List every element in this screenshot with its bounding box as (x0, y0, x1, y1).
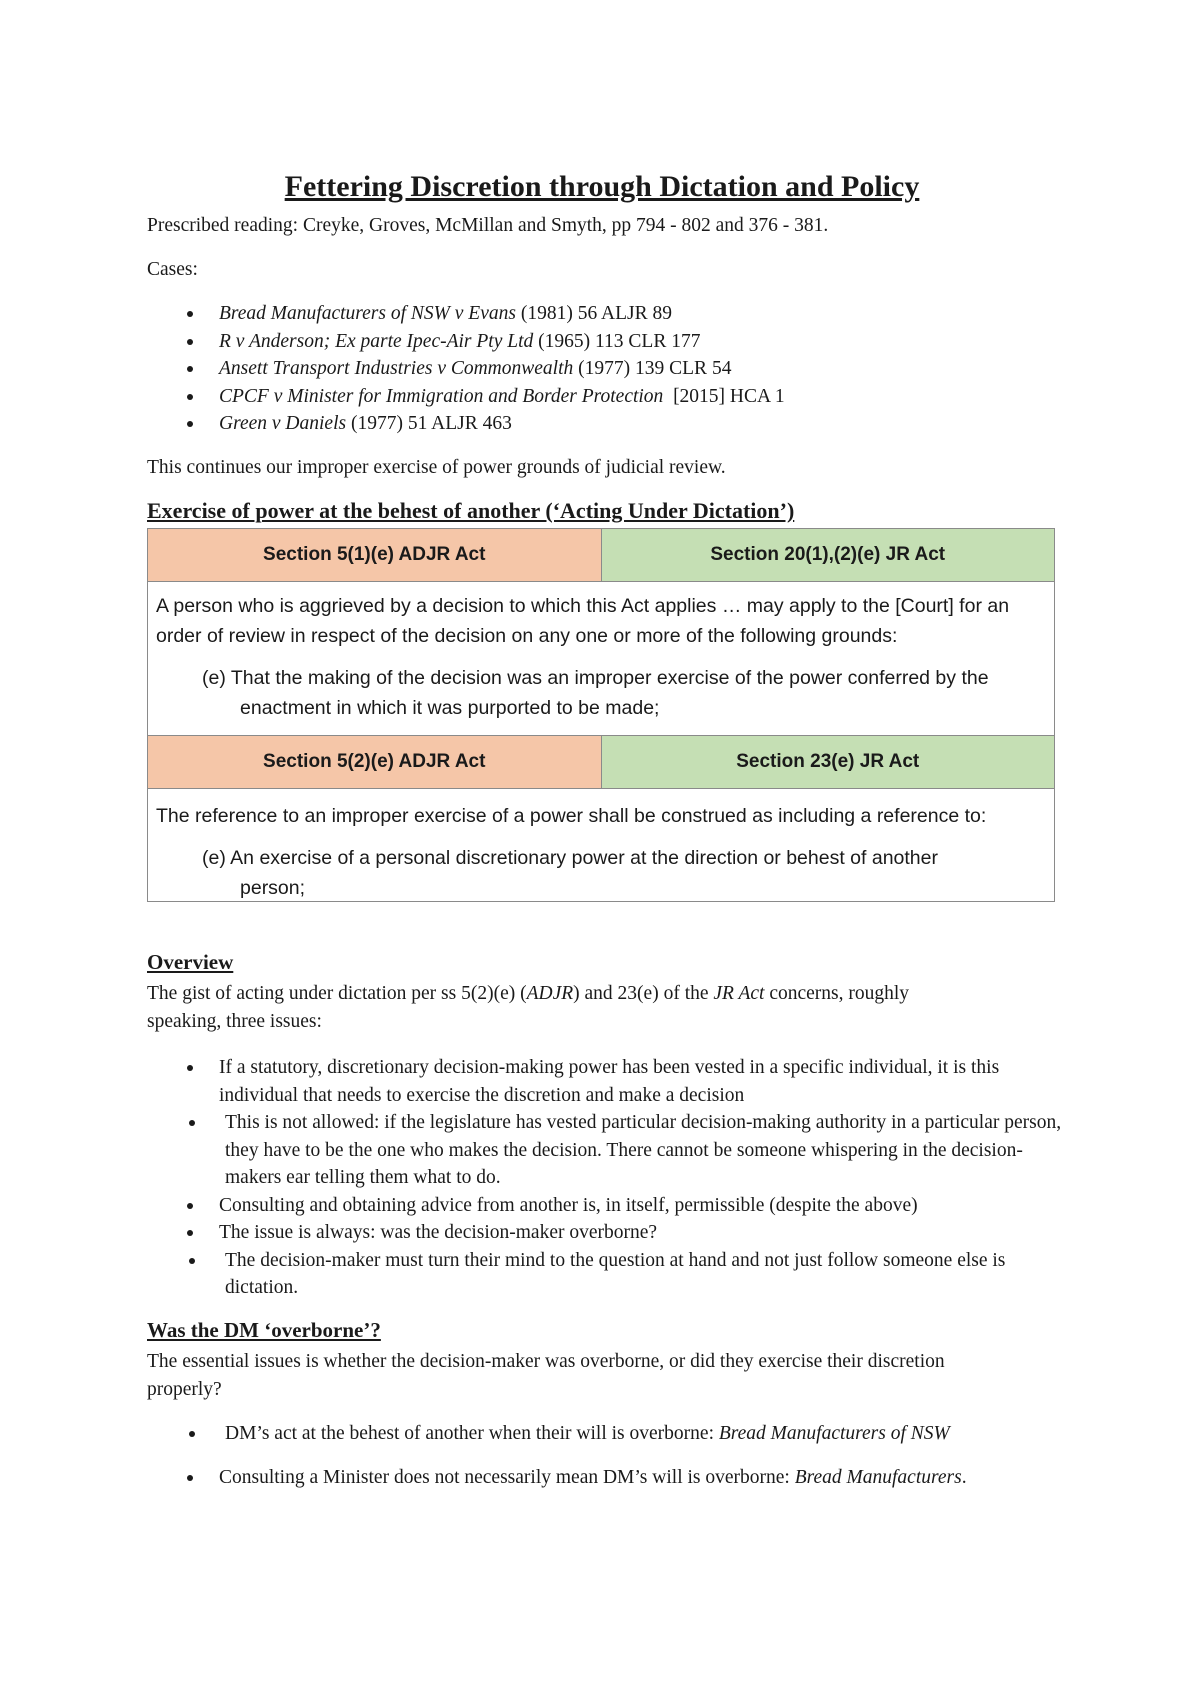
case-name: CPCF v Minister for Immigration and Border Protection (219, 385, 664, 407)
header-jr-20: Section 20(1),(2)(e) JR Act (602, 529, 1055, 581)
page-title: Fettering Discretion through Dictation and Policy (284, 170, 920, 203)
ground-e-line: enactment in which it was purported to be made; (240, 697, 660, 719)
grounds-line: order of review in respect of the decision on any one or more of the following grounds: (156, 625, 898, 647)
case-citation: (1977) 139 CLR 54 (573, 358, 732, 379)
improper-line: The reference to an improper exercise of a power shall be construed as including a reference to: (156, 805, 987, 827)
table-divider (148, 581, 1054, 582)
overview-bullet: Consulting and obtaining advice from another is, in itself, permissible (despite the above) (147, 1192, 1067, 1220)
case-citation: (1965) 113 CLR 177 (533, 330, 701, 352)
case-item (147, 410, 1067, 438)
table-body-grounds (156, 591, 1046, 723)
ground-e-line: (e) That the making of the decision was an improper exercise of the power conferred by the (202, 667, 989, 689)
overborne-bullet-text: DM’s act at the behest of another when their will is overborne: (225, 1423, 719, 1444)
table-header-row (148, 529, 1054, 581)
case-item (147, 383, 1067, 411)
overborne-heading: Was the DM ‘overborne’? (147, 1318, 381, 1342)
improper-e-line: (e) An exercise of a personal discretionary power at the direction or behest of another (202, 847, 938, 869)
overview-intro-text: concerns, roughly (764, 983, 910, 1004)
overview-intro (147, 980, 1067, 1008)
case-name: R v Anderson; Ex parte Ipec-Air Pty Ltd (219, 330, 534, 352)
grounds-line: A person who is aggrieved by a decision to which this Act applies … may apply to the [Court] for an (156, 595, 1010, 617)
overview-bullet: This is not allowed: if the legislature has vested particular decision-making authority in a particular person, they have to be the one who makes the decision. There cannot be someone whispering in the decision-makers ear telling them what to do. (147, 1109, 1067, 1192)
prescribed-reading: Prescribed reading: Creyke, Groves, McMillan and Smyth, pp 794 - 802 and 376 - 381. (147, 215, 829, 236)
overborne-bullet-case: Bread Manufacturers of NSW (718, 1423, 950, 1444)
overborne-bullet-case: Bread Manufacturers (794, 1466, 962, 1488)
header-adjr-5-1-e: Section 5(1)(e) ADJR Act (148, 529, 602, 581)
case-item (147, 355, 1067, 383)
table-header-row (148, 736, 1054, 788)
overborne-bullet (147, 1420, 1067, 1448)
table-divider (148, 788, 1054, 789)
overview-bullet: If a statutory, discretionary decision-making power has been vested in a specific individual, it is this individual that needs to exercise the discretion and make a decision (147, 1054, 1067, 1109)
cases-label: Cases: (147, 259, 198, 280)
cases-list (147, 300, 1067, 438)
case-item (147, 328, 1067, 356)
overview-intro-jr: JR Act (713, 983, 765, 1004)
case-citation: [2015] HCA 1 (663, 385, 785, 407)
overborne-bullet-end: . (961, 1466, 967, 1488)
case-item (147, 300, 1067, 328)
header-adjr-5-2-e: Section 5(2)(e) ADJR Act (148, 736, 602, 788)
case-citation: (1977) 51 ALJR 463 (346, 413, 512, 434)
overview-intro-line2: speaking, three issues: (147, 1011, 322, 1032)
overview-intro-text: The gist of acting under dictation per ss 5(2)(e) ( (147, 983, 527, 1004)
overborne-intro-line2: properly? (147, 1379, 222, 1400)
statute-table (147, 528, 1055, 902)
overview-intro-text: ) and 23(e) of the (573, 983, 714, 1004)
case-name: Ansett Transport Industries v Commonwealth (219, 358, 574, 379)
overview-heading: Overview (147, 950, 234, 974)
header-jr-23-e: Section 23(e) JR Act (602, 736, 1055, 788)
overview-bullet: The decision-maker must turn their mind to the question at hand and not just follow someone else is dictation. (147, 1247, 1067, 1302)
section-heading-dictation: Exercise of power at the behest of another (‘Acting Under Dictation’) (147, 498, 795, 523)
table-body-improper (156, 801, 1046, 903)
overview-bullets (147, 1054, 1067, 1302)
overborne-bullet-text: Consulting a Minister does not necessarily mean DM’s will is overborne: (219, 1466, 795, 1488)
case-name: Bread Manufacturers of NSW v Evans (219, 303, 516, 324)
case-name: Green v Daniels (219, 413, 347, 434)
overborne-bullet (147, 1464, 1067, 1492)
improper-e-line: person; (240, 877, 306, 899)
overborne-intro: The essential issues is whether the decision-maker was overborne, or did they exercise their discretion (147, 1351, 945, 1372)
overborne-bullets (147, 1420, 1067, 1491)
overview-intro-adjr: ADJR (526, 983, 574, 1004)
continues-text: This continues our improper exercise of power grounds of judicial review. (147, 457, 726, 478)
case-citation: (1981) 56 ALJR 89 (515, 303, 672, 324)
overview-bullet: The issue is always: was the decision-maker overborne? (147, 1219, 1067, 1247)
